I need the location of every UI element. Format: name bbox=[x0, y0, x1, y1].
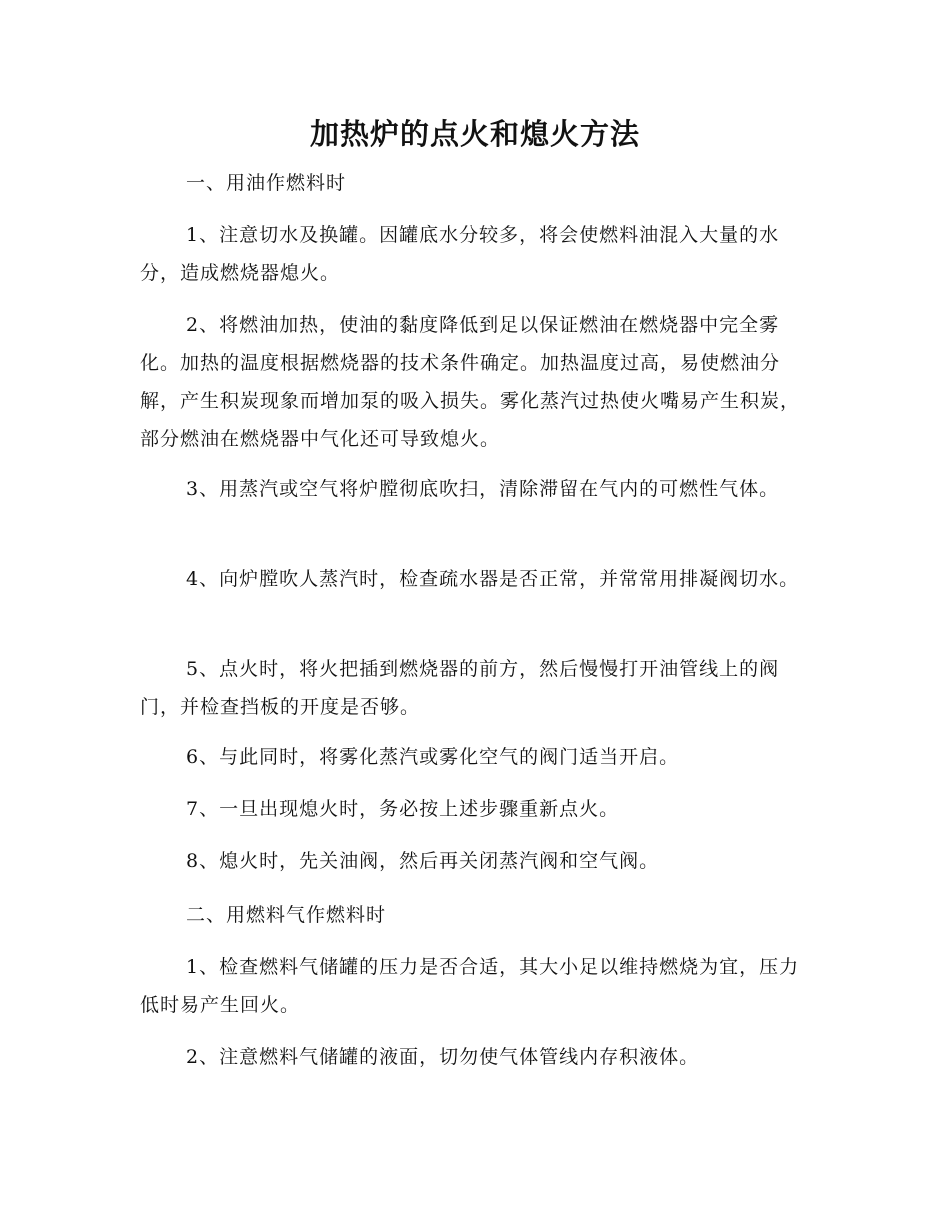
paragraph-oil-1: 1、注意切水及换罐。因罐底水分较多，将会使燃料油混入大量的水分，造成燃烧器熄火。 bbox=[140, 224, 780, 284]
paragraph-gas-2: 2、注意燃料气储罐的液面，切勿使气体管线内存积液体。 bbox=[186, 1046, 700, 1068]
paragraph-oil-6: 6、与此同时，将雾化蒸汽或雾化空气的阀门适当开启。 bbox=[186, 746, 680, 768]
paragraph-oil-7: 7、一旦出现熄火时，务必按上述步骤重新点火。 bbox=[186, 798, 620, 820]
paragraph-oil-2: 2、将燃油加热，使油的黏度降低到足以保证燃油在燃烧器中完全雾化。加热的温度根据燃烧器的技术条件确定。加热温度过高，易使燃油分解，产生积炭现象而增加泵的吸入损失。雾化蒸汽过热使火嘴易产生积炭，部分燃油在燃烧器中气化还可导致熄火。 bbox=[140, 314, 801, 450]
paragraph-oil-8: 8、熄火时，先关油阀，然后再关闭蒸汽阀和空气阀。 bbox=[186, 850, 660, 872]
section-heading-gas: 二、用燃料气作燃料时 bbox=[186, 904, 387, 926]
paragraph-gas-1: 1、检查燃料气储罐的压力是否合适，其大小足以维持燃烧为宜，压力低时易产生回火。 bbox=[140, 956, 800, 1016]
paragraph-oil-3: 3、用蒸汽或空气将炉膛彻底吹扫，清除滞留在气内的可燃性气体。 bbox=[186, 478, 780, 500]
document-title: 加热炉的点火和熄火方法 bbox=[309, 117, 640, 151]
section-heading-oil: 一、用油作燃料时 bbox=[186, 172, 347, 194]
paragraph-oil-5: 5、点火时，将火把插到燃烧器的前方，然后慢慢打开油管线上的阀门，并检查挡板的开度是否够。 bbox=[140, 658, 780, 718]
paragraph-oil-4: 4、向炉膛吹人蒸汽时，检查疏水器是否正常，并常常用排凝阀切水。 bbox=[186, 568, 800, 590]
